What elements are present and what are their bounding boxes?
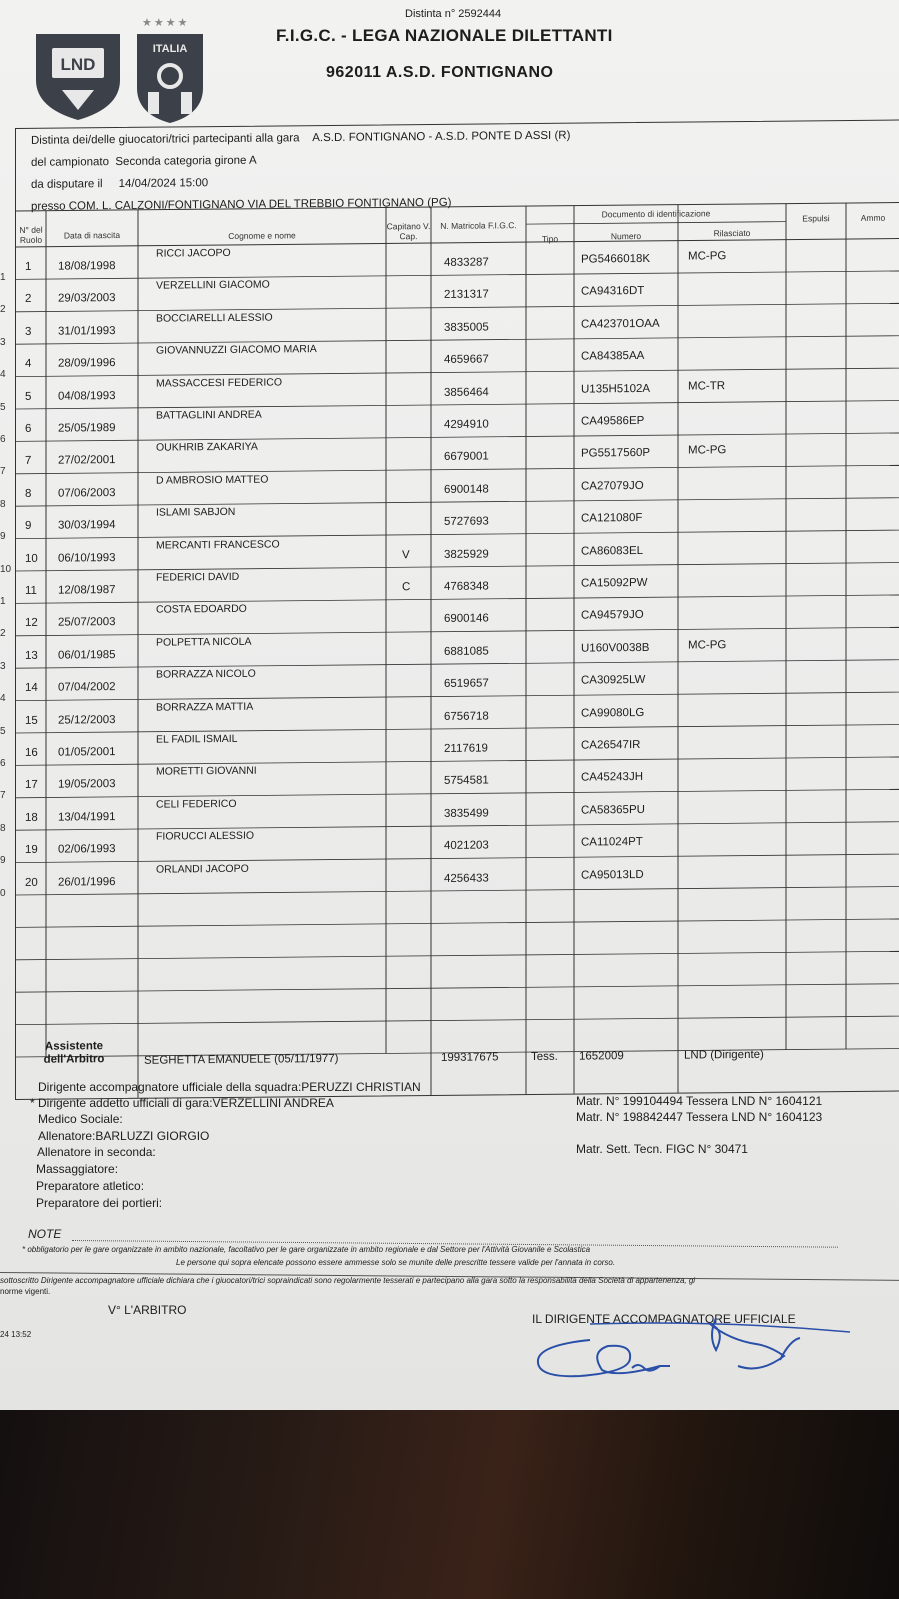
declaration-text: sottoscritto Dirigente accompagnatore ufficiale dichiara che i giuocatori/trici sopraindicati sono regolarmente tesserati e partecipano alla gara sotto la responsabilità della Società di appartenenza, gi: [0, 1276, 696, 1285]
player-doc-number: CA26547IR: [581, 738, 641, 752]
player-name: POLPETTA NICOLA: [156, 635, 252, 649]
player-name: GIOVANNUZZI GIACOMO MARIA: [156, 343, 317, 357]
margin-number: 2: [0, 628, 6, 640]
player-birthdate: 25/05/1989: [58, 422, 116, 435]
margin-number: 3: [0, 336, 6, 348]
player-number: 16: [25, 746, 38, 759]
player-doc-number: CA15092PW: [581, 576, 648, 590]
meta-line-championship: del campionato Seconda categoria girone A: [31, 154, 257, 169]
player-name: OUKHRIB ZAKARIYA: [156, 441, 258, 455]
player-matricola: 4768348: [444, 580, 489, 593]
player-birthdate: 12/08/1987: [58, 584, 116, 597]
staff-matr-1: Matr. N° 199104494 Tessera LND N° 1604121: [576, 1094, 823, 1108]
player-doc-number: CA423701OAA: [581, 317, 660, 331]
col-espulsi: Espulsi: [802, 213, 830, 224]
staff-allenatore-seconda: Allenatore in seconda:: [37, 1145, 156, 1159]
player-name: RICCI JACOPO: [156, 246, 231, 260]
player-matricola: 3835005: [444, 321, 489, 334]
margin-number: 8: [0, 498, 6, 510]
margin-number: 6: [0, 434, 6, 445]
player-number: 3: [25, 325, 32, 338]
player-captain: V: [402, 548, 410, 561]
player-birthdate: 30/03/1994: [58, 519, 116, 532]
footnote-persone: Le persone qui sopra elencate possono essere ammesse solo se munite delle prescritte tessere valide per l'annata in corso.: [176, 1258, 616, 1267]
margin-number: 7: [0, 466, 6, 478]
margin-number: 1: [0, 596, 6, 607]
col-numero: Numero: [610, 230, 642, 242]
footnote-obbligatorio: * obbligatorio per le gare organizzate in ambito nazionale, facoltativo per le gare organizzate in ambito regionale e dal Settore per l'Attività Giovanile e Scolastica: [22, 1245, 591, 1254]
player-matricola: 6900146: [444, 612, 489, 626]
figc-logo-icon: [134, 30, 206, 125]
player-number: 17: [25, 779, 38, 792]
player-matricola: 6881085: [444, 645, 489, 658]
player-birthdate: 07/06/2003: [58, 486, 116, 500]
player-number: 14: [25, 681, 38, 695]
player-doc-number: CA94316DT: [581, 285, 645, 298]
margin-number: 5: [0, 725, 6, 737]
player-doc-number: PG5517560P: [581, 447, 651, 460]
col-ammoniti: Ammo: [860, 212, 886, 223]
figc-stars: ★★★★: [142, 17, 190, 29]
player-name: BOCCIARELLI ALESSIO: [156, 311, 273, 325]
meta-line-venue: presso COM. L. CALZONI/FONTIGNANO VIA DEL TREBBIO FONTIGNANO (PG): [31, 196, 452, 213]
player-doc-number: CA49586EP: [581, 414, 645, 428]
manager-label: IL DIRIGENTE ACCOMPAGNATORE UFFICIALE: [532, 1312, 796, 1326]
staff-matr-tecnico: Matr. Sett. Tecn. FIGC N° 30471: [576, 1142, 748, 1156]
player-doc-number: U135H5102A: [581, 382, 651, 396]
player-matricola: 4833287: [444, 256, 489, 269]
player-number: 13: [25, 649, 38, 662]
distinta-number: Distinta n° 2592444: [405, 8, 502, 20]
player-name: BORRAZZA NICOLO: [156, 667, 256, 681]
player-name: MASSACCESI FEDERICO: [156, 376, 283, 390]
margin-number: 6: [0, 758, 6, 769]
lnd-logo-icon: [32, 30, 124, 122]
player-matricola: 5754581: [444, 774, 489, 788]
player-number: 12: [25, 617, 38, 630]
player-number: 20: [25, 876, 38, 889]
player-doc-number: CA94579JO: [581, 609, 644, 622]
player-matricola: 2131317: [444, 288, 489, 302]
svg-text:LND: LND: [60, 55, 96, 74]
player-doc-number: CA11024PT: [581, 836, 643, 849]
staff-massaggiatore: Massaggiatore:: [36, 1162, 119, 1176]
margin-number: 3: [0, 660, 6, 672]
player-birthdate: 06/10/1993: [58, 551, 116, 565]
signature-icon: [520, 1300, 860, 1400]
player-birthdate: 25/12/2003: [58, 713, 116, 727]
margin-number: 2: [0, 304, 6, 316]
meta-line-date: da disputare il 14/04/2024 15:00: [31, 177, 209, 191]
margin-number: 4: [0, 369, 6, 381]
col-matricola: N. Matricola F.I.G.C.: [440, 220, 517, 231]
player-captain: C: [402, 581, 411, 594]
player-name: D AMBROSIO MATTEO: [156, 473, 269, 487]
col-documento: Documento di identificazione: [601, 208, 711, 220]
staff-preparatore: Preparatore atletico:: [36, 1179, 145, 1193]
player-birthdate: 13/04/1991: [58, 810, 116, 824]
assistant-doc-number: 1652009: [579, 1050, 624, 1063]
player-name: FIORUCCI ALESSIO: [156, 829, 255, 843]
margin-number: 9: [0, 531, 6, 543]
assistant-matricola: 199317675: [441, 1051, 499, 1064]
margin-number: 4: [0, 693, 6, 705]
background-floor: [0, 1410, 899, 1599]
assistant-issued: LND (Dirigente): [684, 1048, 764, 1062]
player-matricola: 6679001: [444, 450, 489, 464]
col-capitano: Capitano V. Cap.: [386, 221, 431, 242]
player-doc-number: CA86083EL: [581, 544, 644, 558]
player-name: EL FADIL ISMAIL: [156, 732, 238, 746]
player-doc-number: CA45243JH: [581, 771, 644, 784]
player-doc-issued: MC-PG: [688, 638, 727, 652]
player-number: 6: [25, 422, 32, 435]
staff-matr-2: Matr. N° 198842447 Tessera LND N° 1604123: [576, 1110, 823, 1124]
assistant-name: SEGHETTA EMANUELE (05/11/1977): [144, 1052, 339, 1067]
player-name: VERZELLINI GIACOMO: [156, 278, 270, 293]
margin-number: 0: [0, 887, 6, 899]
staff-allenatore: Allenatore:BARLUZZI GIORGIO: [38, 1129, 210, 1143]
meta-line-match: Distinta dei/delle giuocatori/trici partecipanti alla gara A.S.D. FONTIGNANO - A.S.D. PONTE D ASSI (R): [31, 129, 571, 147]
timestamp: 24 13:52: [0, 1330, 32, 1339]
player-name: BORRAZZA MATTIA: [156, 700, 254, 714]
staff-medico: Medico Sociale:: [38, 1112, 123, 1126]
player-matricola: 6900148: [444, 483, 489, 496]
col-ruolo: N° del Ruolo: [19, 224, 43, 245]
player-matricola: 4021203: [444, 839, 489, 853]
player-birthdate: 29/03/2003: [58, 292, 116, 305]
player-matricola: 4659667: [444, 353, 489, 367]
margin-number: 1: [0, 272, 6, 283]
player-matricola: 4294910: [444, 418, 489, 431]
player-number: 18: [25, 811, 38, 824]
staff-dirigente: Dirigente accompagnatore ufficiale della squadra:PERUZZI CHRISTIAN: [38, 1080, 421, 1094]
col-rilasciato: Rilasciato: [713, 227, 751, 239]
assistant-label: Assistente dell'Arbitro: [43, 1040, 105, 1066]
player-birthdate: 18/08/1998: [58, 260, 116, 273]
player-number: 2: [25, 293, 32, 306]
declaration-norme: norme vigenti.: [0, 1287, 51, 1296]
margin-number: 8: [0, 822, 6, 834]
margin-number: 10: [0, 563, 12, 575]
staff-preparatore-portieri: Preparatore dei portieri:: [36, 1196, 163, 1210]
player-name: MERCANTI FRANCESCO: [156, 538, 280, 552]
player-birthdate: 26/01/1996: [58, 875, 116, 889]
player-number: 7: [25, 455, 32, 468]
player-doc-number: CA58365PU: [581, 803, 645, 817]
player-doc-number: CA27079JO: [581, 479, 644, 493]
player-birthdate: 19/05/2003: [58, 778, 116, 791]
svg-text:ITALIA: ITALIA: [152, 43, 188, 55]
player-matricola: 3825929: [444, 548, 489, 561]
player-number: 10: [25, 552, 38, 565]
player-birthdate: 04/08/1993: [58, 389, 116, 403]
assistant-doc-type: Tess.: [531, 1050, 558, 1064]
player-birthdate: 27/02/2001: [58, 454, 116, 467]
notes-label: NOTE: [28, 1227, 62, 1241]
player-doc-issued: MC-TR: [688, 379, 726, 393]
margin-number: 5: [0, 401, 6, 413]
staff-addetto: * Dirigente addetto ufficiali di gara:VERZELLINI ANDREA: [30, 1096, 334, 1110]
col-nascita: Data di nascita: [63, 229, 121, 241]
player-name: CELI FEDERICO: [156, 797, 237, 811]
player-birthdate: 28/09/1996: [58, 357, 116, 370]
player-doc-number: U160V0038B: [581, 641, 650, 655]
club-title: 962011 A.S.D. FONTIGNANO: [326, 64, 554, 81]
player-birthdate: 02/06/1993: [58, 843, 116, 856]
player-number: 8: [25, 487, 32, 500]
player-doc-number: CA84385AA: [581, 350, 645, 363]
player-name: BATTAGLINI ANDREA: [156, 408, 262, 422]
player-name: ORLANDI JACOPO: [156, 862, 249, 876]
player-birthdate: 31/01/1993: [58, 324, 116, 338]
margin-number: 7: [0, 790, 6, 802]
player-number: 1: [25, 260, 32, 273]
player-number: 4: [25, 358, 32, 371]
player-number: 5: [25, 390, 32, 403]
col-tipo: Tipo: [541, 233, 559, 244]
player-doc-number: CA95013LD: [581, 868, 644, 882]
margin-number: 9: [0, 855, 6, 867]
player-name: MORETTI GIOVANNI: [156, 765, 257, 779]
player-doc-number: CA30925LW: [581, 674, 646, 687]
player-doc-number: PG5466018K: [581, 252, 651, 266]
player-doc-issued: MC-PG: [688, 444, 727, 457]
player-birthdate: 01/05/2001: [58, 746, 116, 759]
player-number: 9: [25, 520, 32, 533]
player-matricola: 6756718: [444, 710, 489, 723]
player-name: FEDERICI DAVID: [156, 570, 240, 584]
player-birthdate: 06/01/1985: [58, 648, 116, 662]
player-number: 15: [25, 714, 38, 727]
player-number: 11: [25, 584, 37, 597]
player-doc-issued: MC-PG: [688, 250, 727, 263]
player-matricola: 2117619: [444, 742, 488, 755]
player-name: ISLAMI SABJON: [156, 506, 236, 519]
player-name: COSTA EDOARDO: [156, 603, 247, 617]
federation-title: F.I.G.C. - LEGA NAZIONALE DILETTANTI: [276, 26, 613, 45]
player-matricola: 6519657: [444, 677, 489, 691]
player-matricola: 3835499: [444, 807, 489, 820]
player-matricola: 3856464: [444, 386, 489, 399]
player-matricola: 4256433: [444, 872, 489, 885]
player-doc-number: CA121080F: [581, 512, 643, 525]
player-birthdate: 07/04/2002: [58, 681, 116, 694]
player-matricola: 5727693: [444, 515, 489, 529]
col-nome: Cognome e nome: [228, 230, 296, 241]
lineup-form: [15, 119, 899, 1100]
player-number: 19: [25, 843, 38, 857]
player-doc-number: CA99080LG: [581, 706, 645, 720]
player-birthdate: 25/07/2003: [58, 616, 116, 629]
referee-label: V° L'ARBITRO: [108, 1303, 187, 1317]
